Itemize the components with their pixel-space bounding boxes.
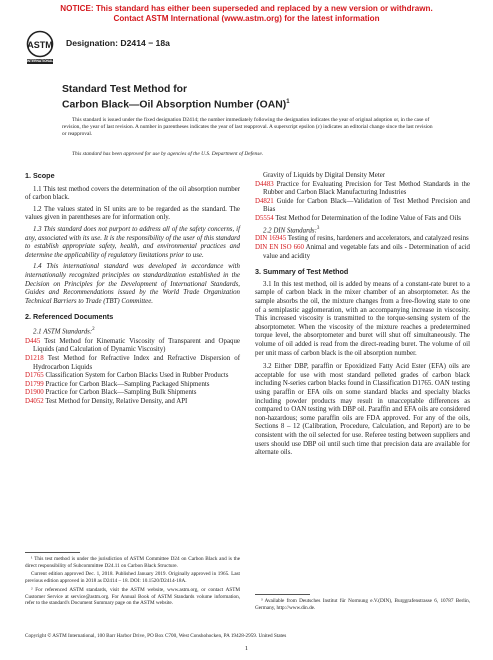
ref-d1765[interactable]: D1765 Classification System for Carbon Blacks Used in Rubber Products [25,372,229,380]
para-1-4: 1.4 This international standard was developed in accordance with internationally recognized principles on standardization established in the Decision on Principles for the Development of International Standards, Guides and Recommendations issued by the World Trade Organization Technical Barriers to Trade (TBT) Committee. [25,263,240,305]
para-1-3: 1.3 This standard does not purport to address all of the safety concerns, if any, associated with its use. It is the responsibility of the user of this standard to establish appropriate safety, health, and environmental practices and determine the applicability of regulatory limitations prior to use. [25,225,240,259]
right-column [255,172,470,458]
ref-d1218[interactable]: D1218 Test Method for Refractive Index and Refractive Dispersion of Hydrocarbon Liquids [25,354,240,371]
ref-d445[interactable]: D445 Test Method for Kinematic Viscosity of Transparent and Opaque Liquids (and Calculation of Dynamic Viscosity) [25,337,240,354]
logo-text: INTERNATIONAL [26,59,54,63]
para-1-2: 1.2 The values stated in SI units are to be regarded as the standard. The values given in parentheses are for information only. [25,205,240,222]
footnote-ref-2: 2 [92,326,95,332]
notice-banner [0,4,493,24]
page-number: 1 [244,645,249,652]
footnote-divider-right [255,594,310,595]
din-standards-label: 2.2 DIN Standards: [263,226,317,234]
document-title [62,83,290,111]
svg-text:ASTM: ASTM [27,40,53,50]
designation: Designation: D2414 − 18a [66,38,170,48]
title-line-1: Standard Test Method for [62,84,188,95]
notice-line-1: NOTICE: This standard has either been superseded and replaced by a new version or withdrawn. [60,4,433,13]
ref-d5554[interactable]: D5554 Test Method for Determination of the Iodine Value of Fats and Oils [255,214,461,222]
approval-note: This standard has been approved for use by agencies of the U.S. Department of Defense. [72,151,264,157]
para-2-1 [25,326,240,337]
title-line-2: Carbon Black—Oil Absorption Number (OAN) [62,99,287,111]
para-3-1: 3.1 In this test method, oil is added by means of a constant-rate buret to a sample of carbon black in the mixer chamber of an absorptometer. As the sample absorbs the oil, the mixture changes from a free-flowing state to one of a semiplastic agglomeration, with an accompanying increase in viscosity. This increased viscosity is transmitted to the torque-sensing system of the absorptometer. When the viscosity of the mixture reaches a predetermined torque level, the absorptometer and buret will shut off simultaneously. The volume of oil added is read from the direct-reading buret. The volume of oil per unit mass of carbon black is the oil absorption number. [255,280,470,357]
footnote-1-edition: Current edition approved Dec. 1, 2018. Published January 2019. Originally approved in 1965. Last previous edition approved in 2018 as D2414 – 18. DOI: 10.1520/D2414-18A. [25,571,240,584]
section-1-heading: 1. Scope [25,171,55,180]
ref-d1799[interactable]: D1799 Practice for Carbon Black—Sampling Packaged Shipments [25,380,210,388]
footnote-divider-left [25,552,80,553]
section-3-heading: 3. Summary of Test Method [255,267,349,277]
para-1-1: 1.1 This test method covers the determination of the oil absorption number of carbon black. [25,185,240,202]
section-2-heading: 2. Referenced Documents [25,312,114,322]
ref-din-en-iso-660[interactable]: DIN EN ISO 660 Animal and vegetable fats and oils - Determination of acid value and acidity [255,244,470,260]
ref-d4052[interactable]: D4052 Test Method for Density, Relative Density, and API [25,397,188,405]
ref-d1900[interactable]: D1900 Practice for Carbon Black—Sampling Bulk Shipments [25,389,197,397]
intro-paragraph: This standard is issued under the fixed designation D2414; the number immediately following the designation indicates the year of original adoption or, in the case of revision, the year of last revision. A number in parentheses indicates the year of last reapproval. A superscript epsilon (ε) indicates an editorial change since the last revision or reapproval. [62,117,433,138]
ref-d4483[interactable]: D4483 Practice for Evaluating Precision for Test Method Standards in the Rubber and Carbon Black Manufacturing Industries [255,180,470,197]
footnote-ref-3: 3 [316,225,320,231]
title-footnote-ref: 1 [286,99,290,105]
copyright-line: Copyright © ASTM International, 100 Barr Harbor Drive, PO Box C700, West Conshohocken, PA 19428-2959. United States [25,633,287,639]
notice-line-2: Contact ASTM International (www.astm.org) for the latest information [113,14,380,23]
para-2-2 [255,225,470,236]
left-column [25,172,240,407]
para-3-2: 3.2 Either DBP, paraffin or Epoxidized Fatty Acid Ester (EFA) oils are acceptable for use with most standard pelleted grades of carbon black including N-series carbon blacks found in Classification D1765. OAN testing using paraffin or EFA oils on some standard blacks and specialty blacks including powder products may result in unacceptable differences as compared to OAN testing with DBP oil. Paraffin and EFA oils are considered non-hazardous; some paraffin oils are FDA approved. For any of the oils, Sections 8 – 12 (Calibration, Procedure, Calculation, and Report) are to be consistent with the oil selected for use. Referee testing between suppliers and users should use DBP oil until such time that precision data are available for alternate oils. [255,363,470,457]
footnote-1: ¹ This test method is under the jurisdiction of ASTM Committee D24 on Carbon Black and is the direct responsibility of Subcommittee D24.11 on Carbon Black Structure. [25,556,240,569]
left-footnotes [25,556,240,607]
astm-standards-label: 2.1 ASTM Standards: [33,328,93,336]
ref-d4821[interactable]: D4821 Guide for Carbon Black—Validation of Test Method Precision and Bias [255,197,470,214]
right-footnotes [255,598,470,611]
astm-logo [25,30,55,68]
footnote-2: ² For referenced ASTM standards, visit the ASTM website, www.astm.org, or contact ASTM Customer Service at service@astm.org. For Annual Book of ASTM Standards volume information, refer to the standard's Document Summary page on the ASTM website. [25,587,240,606]
footnote-3: ³ Available from Deutsches Institut für Normung e.V.(DIN), Burggrafenstrasse 6, 10787 Berlin, Germany, http://www.din.de. [255,598,470,611]
ref-d4052-continued: Gravity of Liquids by Digital Density Meter [263,172,386,179]
ref-din-16945[interactable]: DIN 16945 Testing of resins, hardeners and accelerators, and catalyzed resins [255,235,469,243]
